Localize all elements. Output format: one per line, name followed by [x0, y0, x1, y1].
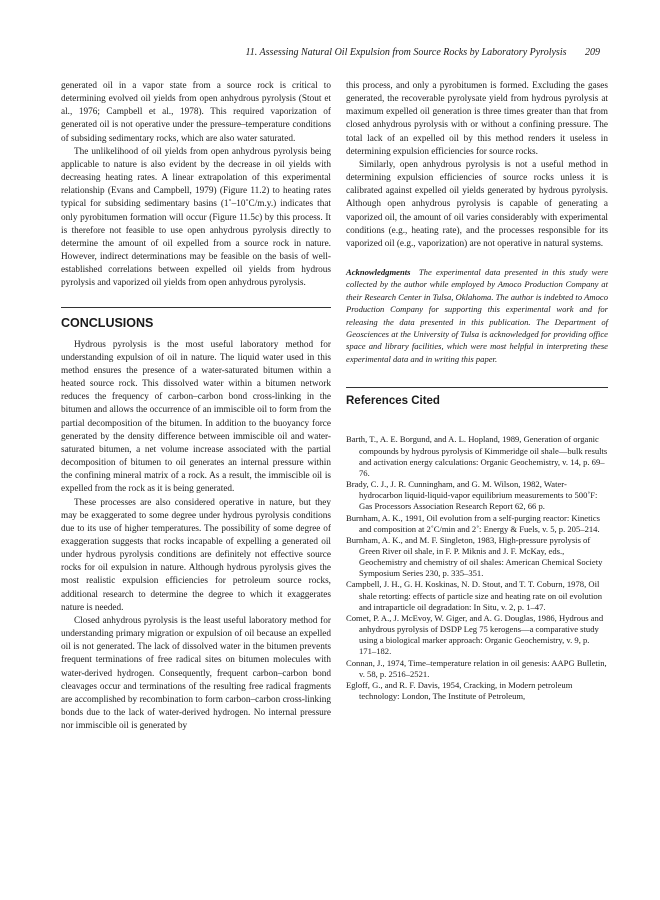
reference-item: Connan, J., 1974, Time–temperature relation in oil genesis: AAPG Bulletin, v. 58, p. 2516–2521. — [346, 657, 607, 679]
reference-list — [346, 434, 608, 702]
reference-item: Burnham, A. K., 1991, Oil evolution from a self-purging reactor: Kinetics and composition at 2˚C/min and 2˚: Energy & Fuels, v. 5, p. 205–214. — [346, 512, 601, 534]
left-column — [61, 80, 331, 733]
conclusions-heading: CONCLUSIONS — [61, 307, 331, 330]
acknowledgments — [346, 266, 608, 365]
references-heading: References Cited — [346, 387, 608, 408]
paragraph: The unlikelihood of oil yields from open anhydrous pyrolysis being applicable to nature is also evident by the decrease in oil yields with decreasing heating rates. A linear extrapolation of this experimental relationship (Evans and Campbell, 1979) (Figure 11.2) to heating rates typical for subsiding sedimentary basins (1˚–10˚C/m.y.) indicates that only pyrobitumen formation will occur (Figure 11.5c) by this process. It is therefore not feasible to use open anhydrous pyrolysis directly to determine the amount of oil expelled from a source rock in nature. However, indirect determinations may be feasible on the basis of well-established correlations between expelled oil yields from hydrous pyrolysis and vaporized oil yields from open anhydrous pyrolysis. — [61, 146, 331, 289]
acknowledgments-text: The experimental data presented in this study were collected by the author while employed by Amoco Production Company at their Research Center in Tulsa, Oklahoma. The author is indebted to Amoco Production Company for supporting this experimental work and for releasing the data presented in this publication. The Department of Geosciences at the University of Tulsa is acknowledged for providing office space and library facilities, which were most helpful in interpreting these experimental data and in writing this paper. — [346, 267, 609, 364]
paragraph: Hydrous pyrolysis is the most useful laboratory method for understanding expulsion of oil in nature. The liquid water used in this method ensures the presence of a water-saturated bitumen within a heated source rock. This dissolved water within a bitumen network reduces the frequency of carbon–carbon bond cross-linking in the bitumen and allows the occurrence of an immiscible oil to form from the partial decomposition of the bitumen. In addition to the buoyancy force generated by the density difference between immiscible oil and water-saturated bitumen, a net volume increase associated with the partial decomposition of bitumen to oil generates an internal pressure within the confining mineral matrix of a rock. As a result, the immiscible oil is expelled from the rock as it is being generated. — [61, 339, 331, 495]
right-column — [346, 80, 608, 702]
paragraph: Closed anhydrous pyrolysis is the least useful laboratory method for understanding primary migration or expulsion of oil because an expelled oil is not generated. The lack of dissolved water in the bitumen prevents frequent terminations of free radical sites on bitumen molecules with water-derived hydrogen. Consequently, frequent carbon–carbon bond cleavages occur and terminations of the resulting free radical fragments are accomplished by recombination to form carbon–carbon cross-linking bonds due to the lack of water-derived hydrogen. No internal pressure nor immiscible oil is generated by — [61, 615, 331, 732]
paragraph: These processes are also considered operative in nature, but they may be exaggerated to some degree under hydrous pyrolysis conditions due to its use of higher temperatures. The possibility of some degree of exaggeration suggests that rocks incapable of expelling a generated oil under hydrous pyrolysis conditions are definitely not effective source rocks for oil expulsion in nature. Although hydrous pyrolysis gives the most realistic expulsion efficiencies for petroleum source rocks, additional research to determine the degree to which it exaggerates nature is needed. — [61, 497, 331, 613]
reference-item: Brady, C. J., J. R. Cunningham, and G. M. Wilson, 1982, Water-hydrocarbon liquid-liquid-vapor equilibrium measurements to 500˚F: Gas Processors Association Research Report 62, 66 p. — [346, 479, 598, 512]
reference-item: Barth, T., A. E. Borgund, and A. L. Hopland, 1989, Generation of organic compounds by hydrous pyrolysis of Kimmeridge oil shale—bulk results and activation energy calculations: Organic Geochemistry, v. 14, p. 69–76. — [346, 434, 608, 478]
paragraph: this process, and only a pyrobitumen is formed. Excluding the gases generated, the recoverable pyrolysate yield from hydrous pyrolysis at maximum expelled oil generation is three times greater than that from closed anhydrous pyrolysis with or without a confining pressure. The total lack of an expelled oil by this method renders it useless in determining expulsion efficiencies for source rocks. — [346, 81, 608, 157]
running-header — [60, 47, 600, 58]
acknowledgments-label: Acknowledgments — [346, 267, 411, 278]
reference-item: Egloff, G., and R. F. Davis, 1954, Cracking, in Modern petroleum technology: London, The Institute of Petroleum, — [346, 679, 573, 702]
paragraph: Similarly, open anhydrous pyrolysis is not a useful method in determining expulsion efficiencies of source rocks unless it is calibrated against expelled oil yields generated by hydrous pyrolysis. Although open anhydrous pyrolysis is capable of generating a vaporized oil, the amount of oil varies considerably with experimental conditions (e.g., heating rate), and the processes responsible for its vaporized oil (e.g., vaporization) are not operative in natural systems. — [346, 159, 608, 249]
paragraph: generated oil in a vapor state from a source rock is critical to determining evolved oil yields from open anhydrous pyrolysis (Stout et al., 1976; Campbell et al., 1978). This required vaporization of generated oil is not operative under the pressure–temperature conditions of subsiding sedimentary rocks, which are also water saturated. — [61, 81, 331, 144]
page-number: 209 — [585, 47, 600, 58]
reference-item: Comet, P. A., J. McEvoy, W. Giger, and A. G. Douglas, 1986, Hydrous and anhydrous pyrolysis of DSDP Leg 75 kerogens—a comparative study using a biological marker approach: Organic Geochemistry, v. 9, p. 171–182. — [346, 612, 604, 657]
reference-item: Burnham, A. K., and M. F. Singleton, 1983, High-pressure pyrolysis of Green River oil shale, in F. P. Miknis and J. F. McKay, eds., Geochemistry and chemistry of oil shales: American Chemical Society Symposium Series 230, p. 335–351. — [346, 534, 603, 579]
running-title: 11. Assessing Natural Oil Expulsion from Source Rocks by Laboratory Pyrolysis — [245, 47, 567, 58]
reference-item: Campbell, J. H., G. H. Koskinas, N. D. Stout, and T. T. Coburn, 1978, Oil shale retorting: effects of particle size and heating rate on oil evolution and intraparticle oil degradation: In Situ, v. 2, p. 1–47. — [346, 579, 603, 612]
